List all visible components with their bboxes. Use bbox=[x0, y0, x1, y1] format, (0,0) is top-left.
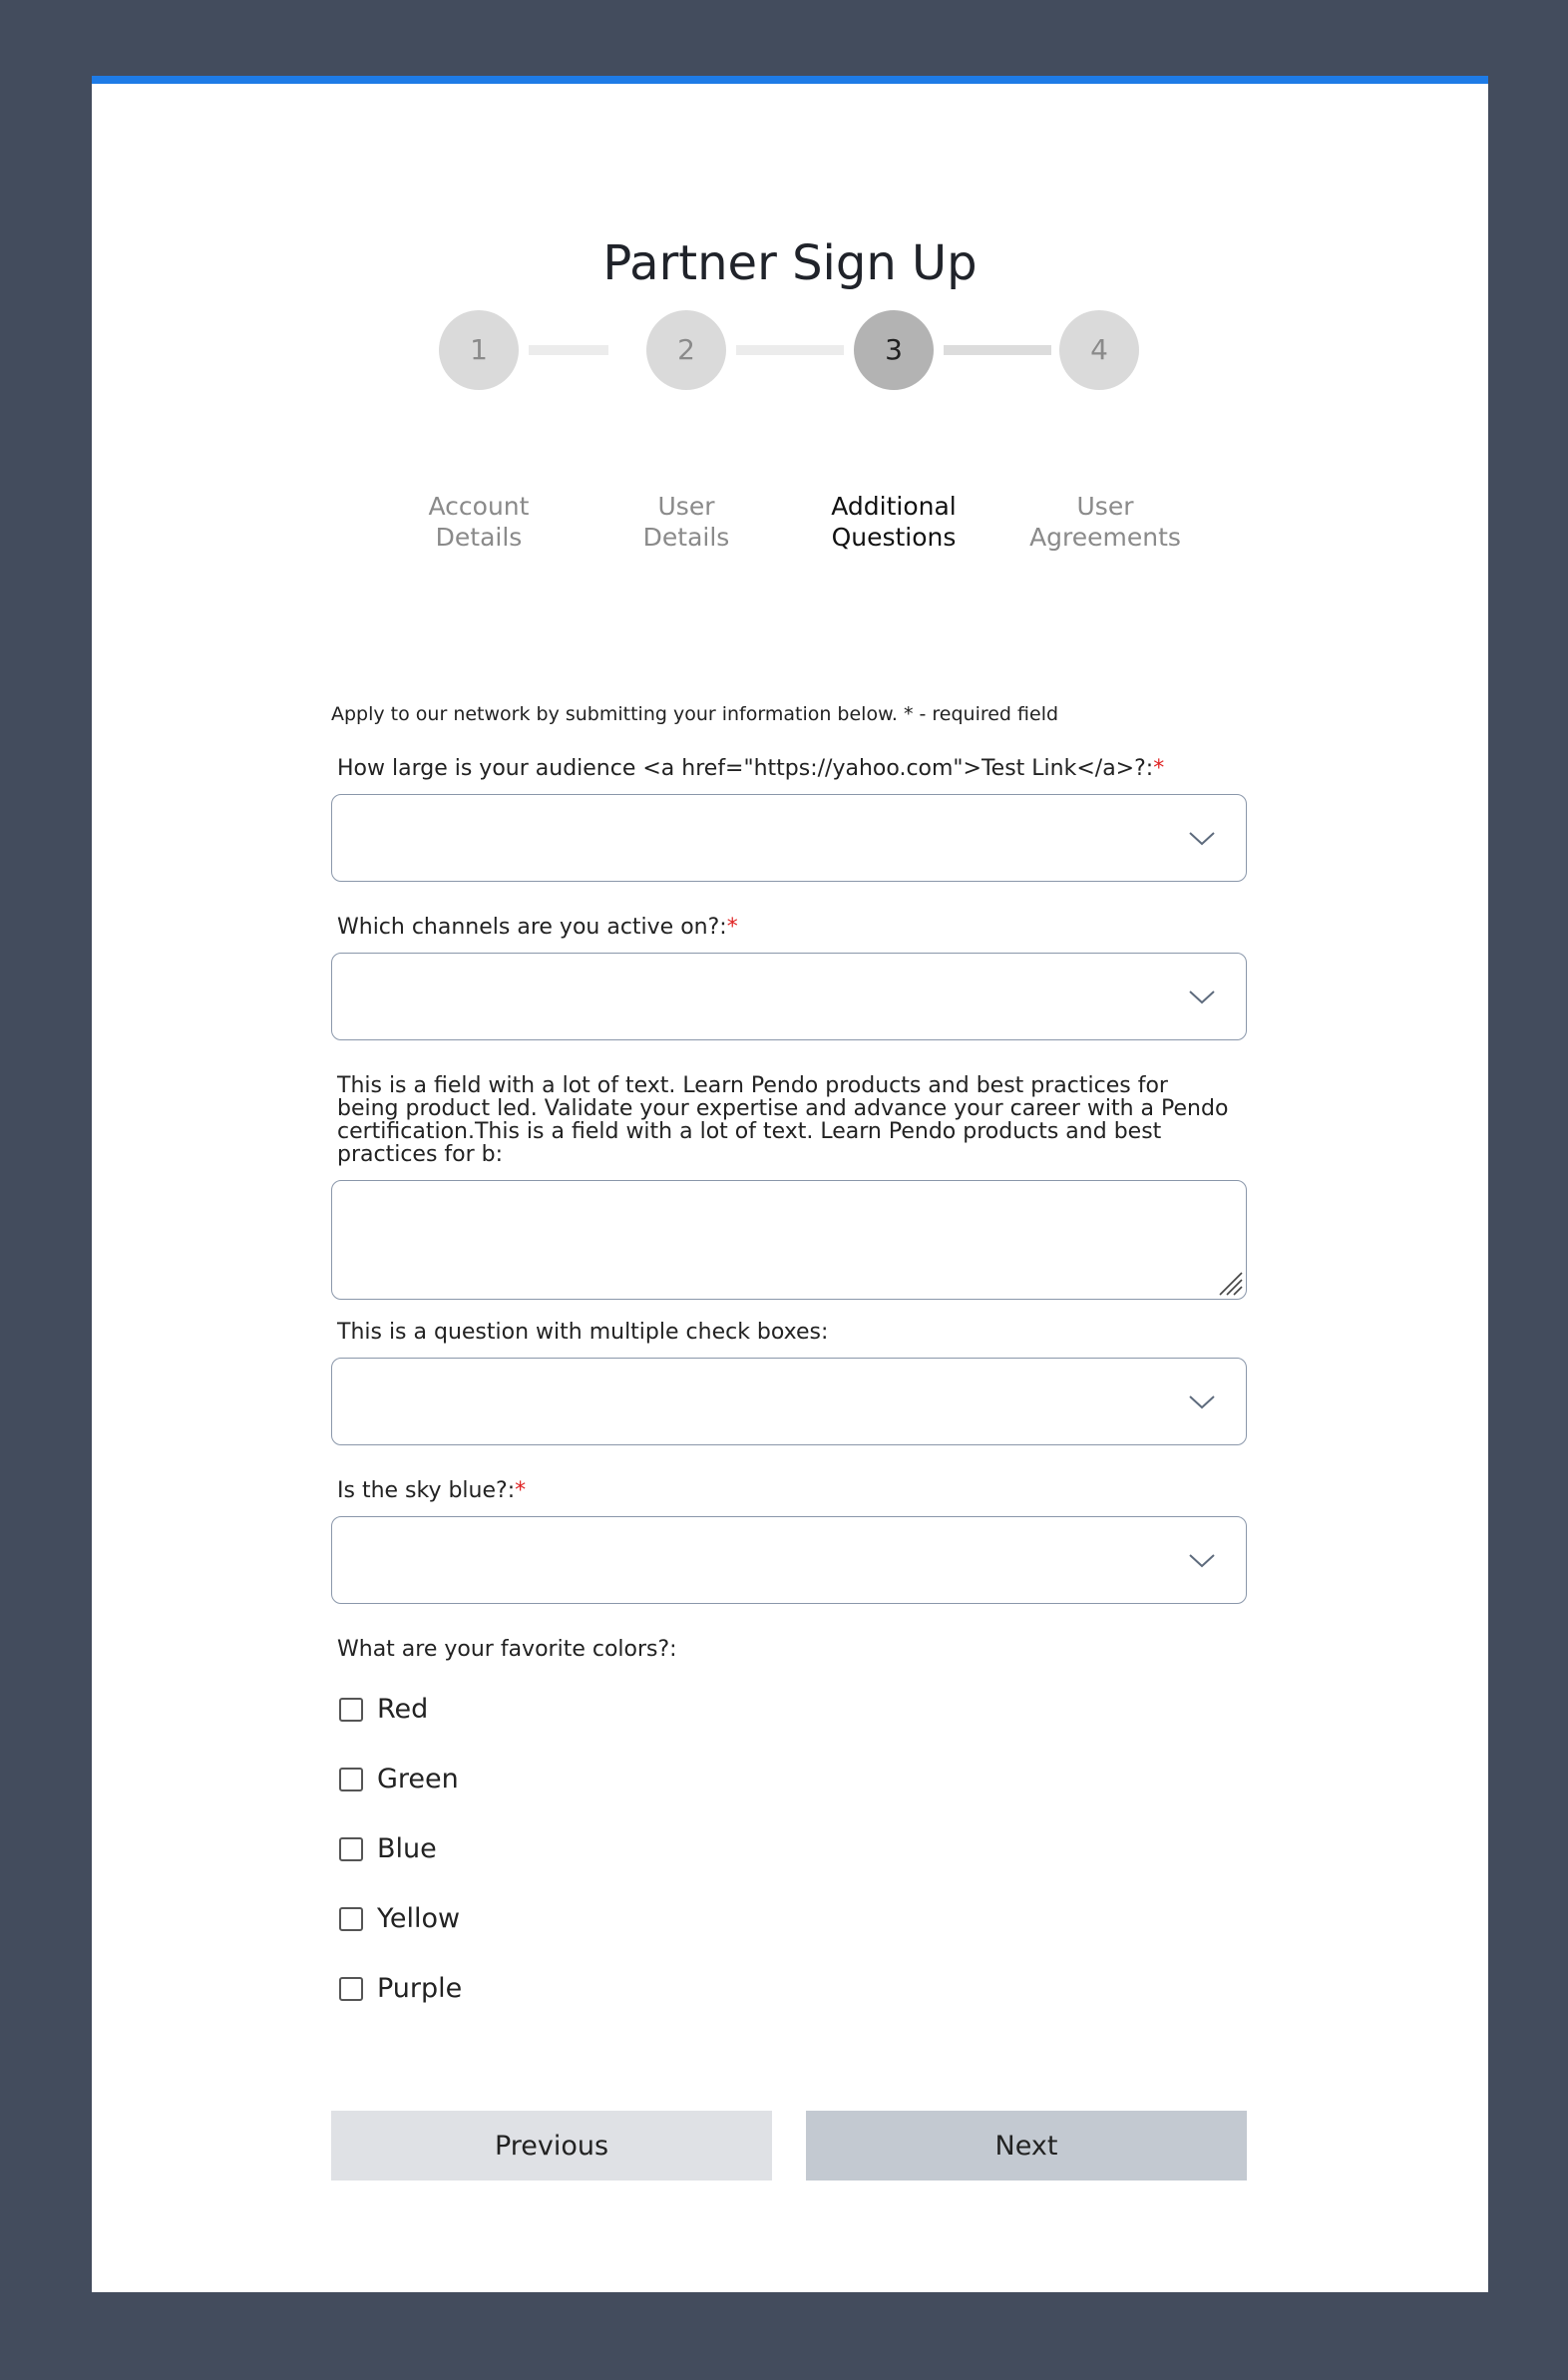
step-3-label-line2: Questions bbox=[831, 523, 957, 552]
step-connector-2-3 bbox=[736, 345, 844, 355]
step-1-label bbox=[389, 491, 569, 553]
color-option-label: Blue bbox=[377, 1833, 437, 1864]
color-option-label: Green bbox=[377, 1764, 459, 1794]
form-intro-text: Apply to our network by submitting your information below. * - required field bbox=[331, 703, 1059, 725]
color-option-purple[interactable] bbox=[339, 1972, 462, 2006]
chevron-down-icon bbox=[1188, 1388, 1216, 1415]
step-1-circle: 1 bbox=[439, 310, 519, 390]
chevron-down-icon bbox=[1188, 824, 1216, 852]
step-2-label-line2: Details bbox=[642, 523, 730, 552]
checkbox-unchecked-icon[interactable] bbox=[339, 1977, 363, 2001]
multi-check-label: This is a question with multiple check boxes: bbox=[337, 1320, 829, 1345]
sky-blue-select[interactable] bbox=[331, 1516, 1247, 1604]
checkbox-unchecked-icon[interactable] bbox=[339, 1698, 363, 1722]
checkbox-unchecked-icon[interactable] bbox=[339, 1837, 363, 1861]
sky-blue-label bbox=[337, 1479, 1235, 1502]
step-3-circle: 3 bbox=[854, 310, 934, 390]
color-option-green[interactable] bbox=[339, 1763, 459, 1796]
sky-blue-label-text: Is the sky blue?: bbox=[337, 1478, 516, 1503]
step-4-label-line1: User bbox=[1076, 492, 1134, 521]
step-1-label-line1: Account bbox=[428, 492, 530, 521]
step-connector-3-4 bbox=[944, 345, 1051, 355]
required-marker: * bbox=[726, 915, 738, 940]
step-1-label-line2: Details bbox=[435, 523, 523, 552]
step-2-circle: 2 bbox=[646, 310, 726, 390]
color-option-red[interactable] bbox=[339, 1693, 428, 1727]
channels-label-text: Which channels are you active on?: bbox=[337, 915, 727, 940]
checkbox-unchecked-icon[interactable] bbox=[339, 1768, 363, 1791]
step-2-label-line1: User bbox=[657, 492, 715, 521]
resize-grip-icon[interactable] bbox=[1216, 1269, 1244, 1297]
step-4-label bbox=[1015, 491, 1195, 553]
audience-select[interactable] bbox=[331, 794, 1247, 882]
step-connector-1-2 bbox=[529, 345, 608, 355]
color-option-label: Red bbox=[377, 1694, 429, 1725]
checkbox-unchecked-icon[interactable] bbox=[339, 1907, 363, 1931]
next-button[interactable]: Next bbox=[806, 2111, 1247, 2181]
previous-button[interactable]: Previous bbox=[331, 2111, 772, 2181]
channels-select[interactable] bbox=[331, 953, 1247, 1040]
long-text-textarea[interactable] bbox=[331, 1180, 1247, 1300]
long-text-label: This is a field with a lot of text. Learn Pendo products and best practices for being product led. Validate your expertise and advance your career with a Pendo certification.This is a field with a lot of text. Learn Pendo products and best practices for b: bbox=[337, 1073, 1229, 1167]
chevron-down-icon bbox=[1188, 1546, 1216, 1574]
audience-label-text: How large is your audience <a href="https://yahoo.com">Test Link</a>?: bbox=[337, 756, 1154, 781]
page-title: Partner Sign Up bbox=[602, 235, 978, 291]
color-option-yellow[interactable] bbox=[339, 1902, 460, 1936]
multi-check-select[interactable] bbox=[331, 1358, 1247, 1445]
color-option-label: Yellow bbox=[377, 1903, 461, 1934]
required-marker: * bbox=[515, 1478, 527, 1503]
color-option-label: Purple bbox=[377, 1973, 463, 2004]
channels-label bbox=[337, 916, 1235, 939]
step-4-circle: 4 bbox=[1059, 310, 1139, 390]
color-option-blue[interactable] bbox=[339, 1832, 437, 1866]
step-2-label bbox=[596, 491, 776, 553]
step-4-label-line2: Agreements bbox=[1029, 523, 1181, 552]
signup-card bbox=[92, 76, 1488, 2292]
chevron-down-icon bbox=[1188, 983, 1216, 1010]
step-3-label-line1: Additional bbox=[831, 492, 957, 521]
required-marker: * bbox=[1153, 756, 1165, 781]
audience-label bbox=[337, 757, 1235, 780]
colors-label: What are your favorite colors?: bbox=[337, 1637, 677, 1662]
step-3-label bbox=[804, 491, 983, 553]
